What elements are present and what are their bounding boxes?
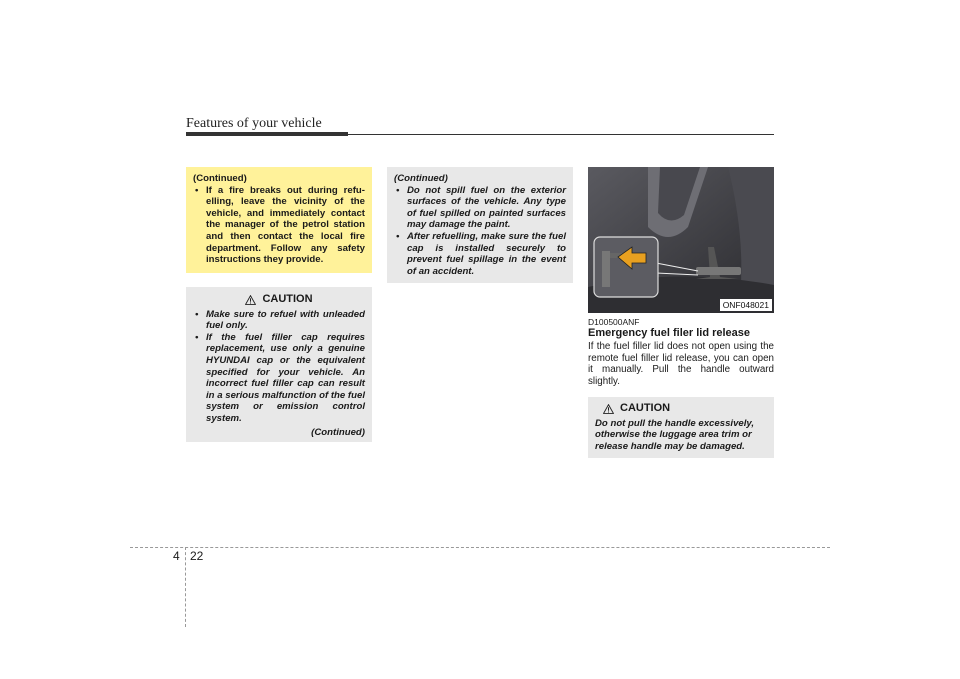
footer-vertical-rule [185,547,186,627]
warning-continued-box [186,167,372,273]
chapter-number: 4 [173,549,180,563]
footer-rule [130,547,830,548]
continued-label: (Continued) [311,426,365,438]
figure-code: ONF048021 [720,299,772,311]
page-number: 22 [190,549,204,563]
caution-box-handle [588,397,774,458]
section-body: If the fuel filler lid does not open using the remote fuel filler lid release, you can open it manually. Pull the handle outward slightly. [588,341,774,387]
caution-text: Do not pull the handle excessively, otherwise the luggage area trim or release handle may be damaged. [595,417,755,452]
list-item: • If the fuel filler cap requires replacement, use only a genuine HYUNDAI cap or the equivalent specified for your vehicle. An incorrect fuel filler cap can result in a serious malfunction of the fuel system or emission control system. [193,332,365,425]
warning-triangle-icon [245,295,256,305]
page-header-title: Features of your vehicle [186,116,322,131]
caution-heading [193,294,365,306]
warning-triangle-icon [603,404,614,414]
caution-heading [595,403,767,415]
caution-title: CAUTION [262,293,313,305]
list-item: • After refuelling, make sure the fuel cap is installed securely to prevent fuel spillage in the event of an accident. [394,231,566,277]
photo-illustration [588,167,774,313]
fuel-lid-release-photo [588,167,774,313]
continued-label: (Continued) [394,173,448,184]
list-item: • Make sure to refuel with unleaded fuel only. [193,309,365,332]
continued-label: (Continued) [193,173,247,184]
caution-box-refuel [186,287,372,442]
list-item: • If a fire breaks out during refu- elling, leave the vicinity of the vehicle, and immediately contact the manager of the petrol station and then contact the local fire department. Follow any safety instructions they provide. [193,185,365,266]
caution-title: CAUTION [620,402,671,414]
caution-continued-box [387,167,573,283]
section-title: Emergency fuel filer lid release [588,327,751,339]
header-rule [186,134,774,135]
list-item: • Do not spill fuel on the exterior surfaces of the vehicle. Any type of fuel spilled on painted surfaces may damage the paint. [394,185,566,231]
section-code: D100500ANF [588,317,640,327]
